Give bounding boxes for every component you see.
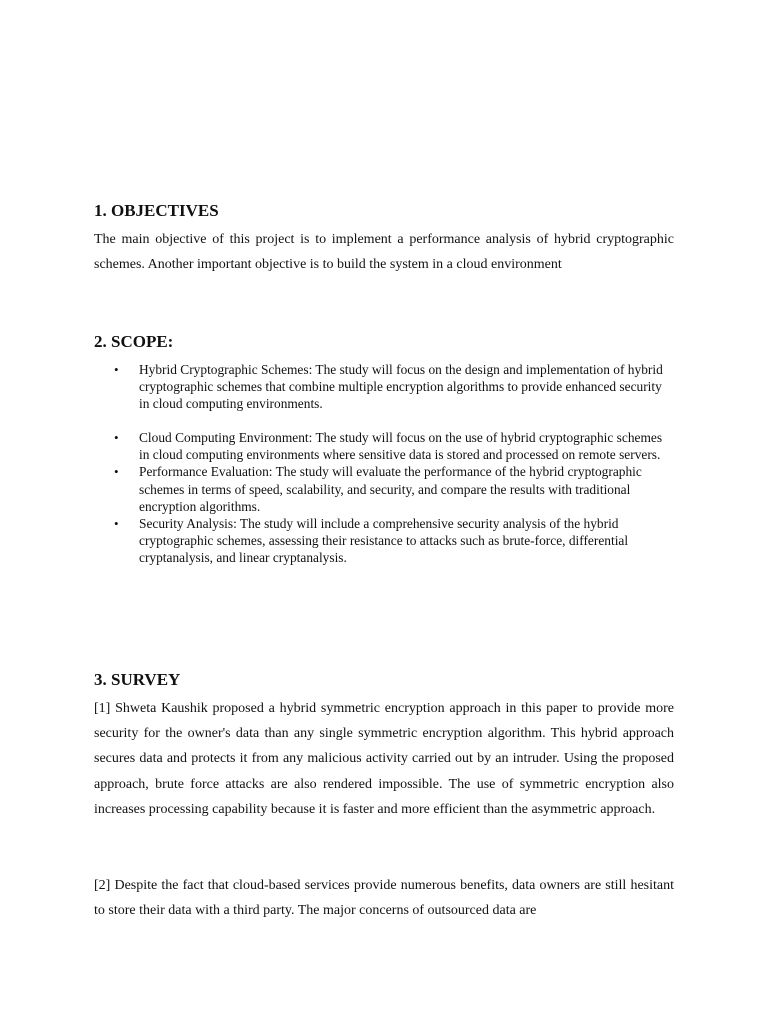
survey-heading: 3. SURVEY xyxy=(94,670,181,689)
list-item-text: Hybrid Cryptographic Schemes: The study will focus on the design and implementation of hybrid cryptographic schemes that combine multiple encryption algorithms to provide enhanced security in cloud computing environments. xyxy=(139,362,663,412)
scope-heading: 2. SCOPE: xyxy=(94,332,174,351)
list-item xyxy=(114,463,674,514)
list-item xyxy=(114,361,674,412)
objectives-paragraph: The main objective of this project is to implement a performance analysis of hybrid cryptographic schemes. Another important objective is to build the system in a cloud environment xyxy=(94,232,674,273)
list-item xyxy=(114,429,674,463)
survey-paragraph-1: [1] Shweta Kaushik proposed a hybrid symmetric encryption approach in this paper to provide more security for the owner's data than any single symmetric encryption algorithm. This hybrid approach secures data and protects it from any malicious activity carried out by an intruder. Using the proposed approach, brute force attacks are also rendered impossible. The use of symmetric encryption also increases processing capability because it is faster and more efficient than the asymmetric approach. xyxy=(94,701,674,817)
bullet-icon: • xyxy=(114,362,119,377)
list-item xyxy=(114,515,674,566)
list-item-text: Cloud Computing Environment: The study will focus on the use of hybrid cryptographic schemes in cloud computing environments where sensitive data is stored and processed on remote servers. xyxy=(139,430,663,463)
bullet-icon: • xyxy=(114,515,119,531)
bullet-icon: • xyxy=(114,430,119,446)
objectives-heading: 1. OBJECTIVES xyxy=(94,201,219,220)
survey-paragraph-2: [2] Despite the fact that cloud-based services provide numerous benefits, data owners are still hesitant to store their data with a third party. The major concerns of outsourced data are xyxy=(94,878,674,919)
scope-bullet-list xyxy=(114,361,674,566)
list-item-text: Performance Evaluation: The study will evaluate the performance of the hybrid cryptographic schemes in terms of speed, scalability, and security, and compare the results with traditional encryption algorithms. xyxy=(139,464,642,514)
list-item-text: Security Analysis: The study will include a comprehensive security analysis of the hybrid cryptographic schemes, assessing their resistance to attacks such as brute-force, differential cryptanalysis, and linear cryptanalysis. xyxy=(139,515,629,565)
bullet-icon: • xyxy=(114,464,119,480)
